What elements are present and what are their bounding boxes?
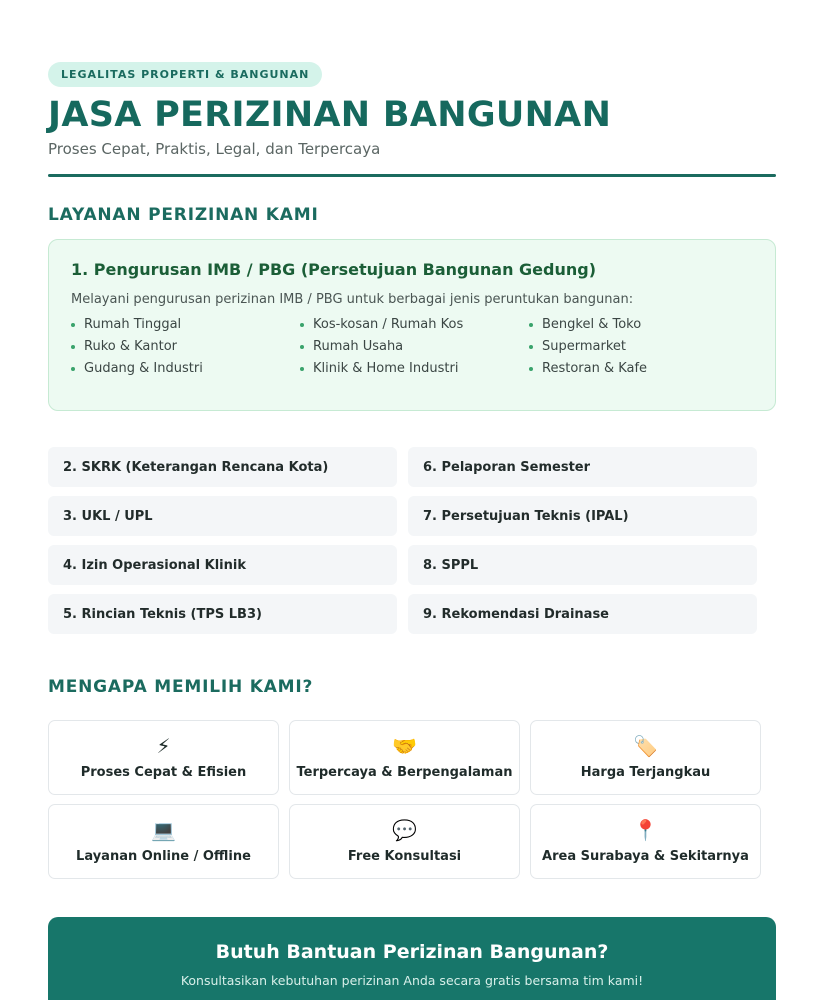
list-item-label: Rumah Tinggal: [84, 317, 182, 332]
why-card-trusted: [289, 720, 520, 795]
page-title: JASA PERIZINAN BANGUNAN: [48, 95, 612, 135]
chat-bubble-icon: 💬: [392, 818, 417, 842]
bullet-dot-icon: [529, 323, 533, 327]
list-item-label: Klinik & Home Industri: [313, 361, 459, 376]
service-item-rekomendasi-drainase: 9. Rekomendasi Drainase: [408, 594, 757, 634]
service-item-persetujuan-teknis: 7. Persetujuan Teknis (IPAL): [408, 496, 757, 536]
list-item: [529, 361, 758, 376]
list-item: [71, 317, 300, 332]
cta-subtitle: Konsultasikan kebutuhan perizinan Anda secara gratis bersama tim kami!: [180, 973, 644, 988]
handshake-icon: 🤝: [392, 734, 417, 758]
laptop-icon: 💻: [151, 818, 176, 842]
list-item-label: Rumah Usaha: [313, 339, 404, 354]
why-card-label: Free Konsultasi: [347, 849, 462, 864]
list-item-label: Gudang & Industri: [84, 361, 203, 376]
service-item-pelaporan-semester: 6. Pelaporan Semester: [408, 447, 757, 487]
why-card-label: Layanan Online / Offline: [76, 849, 251, 864]
list-item: [529, 339, 758, 354]
service-item-ukl-upl: 3. UKL / UPL: [48, 496, 397, 536]
price-tag-icon: 🏷️: [633, 734, 658, 758]
why-section-title: MENGAPA MEMILIH KAMI?: [48, 677, 314, 697]
category-badge: LEGALITAS PROPERTI & BANGUNAN: [48, 62, 322, 87]
why-card-area: [530, 804, 761, 879]
bullet-dot-icon: [71, 323, 75, 327]
service-list: [48, 447, 776, 634]
bullet-dot-icon: [300, 345, 304, 349]
service-item-sppl: 8. SPPL: [408, 545, 757, 585]
list-item: [71, 361, 300, 376]
why-card-label: Terpercaya & Berpengalaman: [296, 765, 513, 780]
why-card-consultation: [289, 804, 520, 879]
page-content: [48, 62, 776, 879]
why-card-label: Area Surabaya & Sekitarnya: [542, 849, 749, 864]
why-card-online: [48, 804, 279, 879]
why-card-label: Proses Cepat & Efisien: [80, 765, 247, 780]
list-item-label: Bengkel & Toko: [542, 317, 642, 332]
list-item: [300, 339, 529, 354]
list-item: [529, 317, 758, 332]
service-item-skrk: 2. SKRK (Keterangan Rencana Kota): [48, 447, 397, 487]
list-item: [300, 317, 529, 332]
featured-service-title: 1. Pengurusan IMB / PBG (Persetujuan Bangunan Gedung): [71, 260, 597, 279]
service-item-rincian-teknis: 5. Rincian Teknis (TPS LB3): [48, 594, 397, 634]
list-item-label: Supermarket: [542, 339, 626, 354]
list-item-label: Restoran & Kafe: [542, 361, 648, 376]
services-section-title: LAYANAN PERIZINAN KAMI: [48, 205, 319, 225]
cta-banner: [48, 917, 776, 1000]
why-card-label: Harga Terjangkau: [580, 765, 711, 780]
featured-service-card: [48, 239, 776, 411]
bullet-dot-icon: [529, 345, 533, 349]
why-us-grid: [48, 720, 776, 879]
list-item-label: Ruko & Kantor: [84, 339, 178, 354]
why-card-price: [530, 720, 761, 795]
lightning-icon: ⚡: [156, 734, 171, 758]
bullet-dot-icon: [71, 367, 75, 371]
list-item: [300, 361, 529, 376]
service-item-izin-klinik: 4. Izin Operasional Klinik: [48, 545, 397, 585]
building-type-list: [71, 317, 753, 376]
list-item: [71, 339, 300, 354]
page-subtitle: Proses Cepat, Praktis, Legal, dan Terpercaya: [48, 140, 381, 158]
bullet-dot-icon: [300, 367, 304, 371]
featured-service-description: Melayani pengurusan perizinan IMB / PBG untuk berbagai jenis peruntukan bangunan:: [71, 292, 634, 307]
why-card-fast: [48, 720, 279, 795]
list-item-label: Kos-kosan / Rumah Kos: [313, 317, 464, 332]
bullet-dot-icon: [529, 367, 533, 371]
header-divider: [48, 174, 776, 177]
cta-title: Butuh Bantuan Perizinan Bangunan?: [215, 941, 609, 963]
location-pin-icon: 📍: [633, 818, 658, 842]
bullet-dot-icon: [300, 323, 304, 327]
bullet-dot-icon: [71, 345, 75, 349]
